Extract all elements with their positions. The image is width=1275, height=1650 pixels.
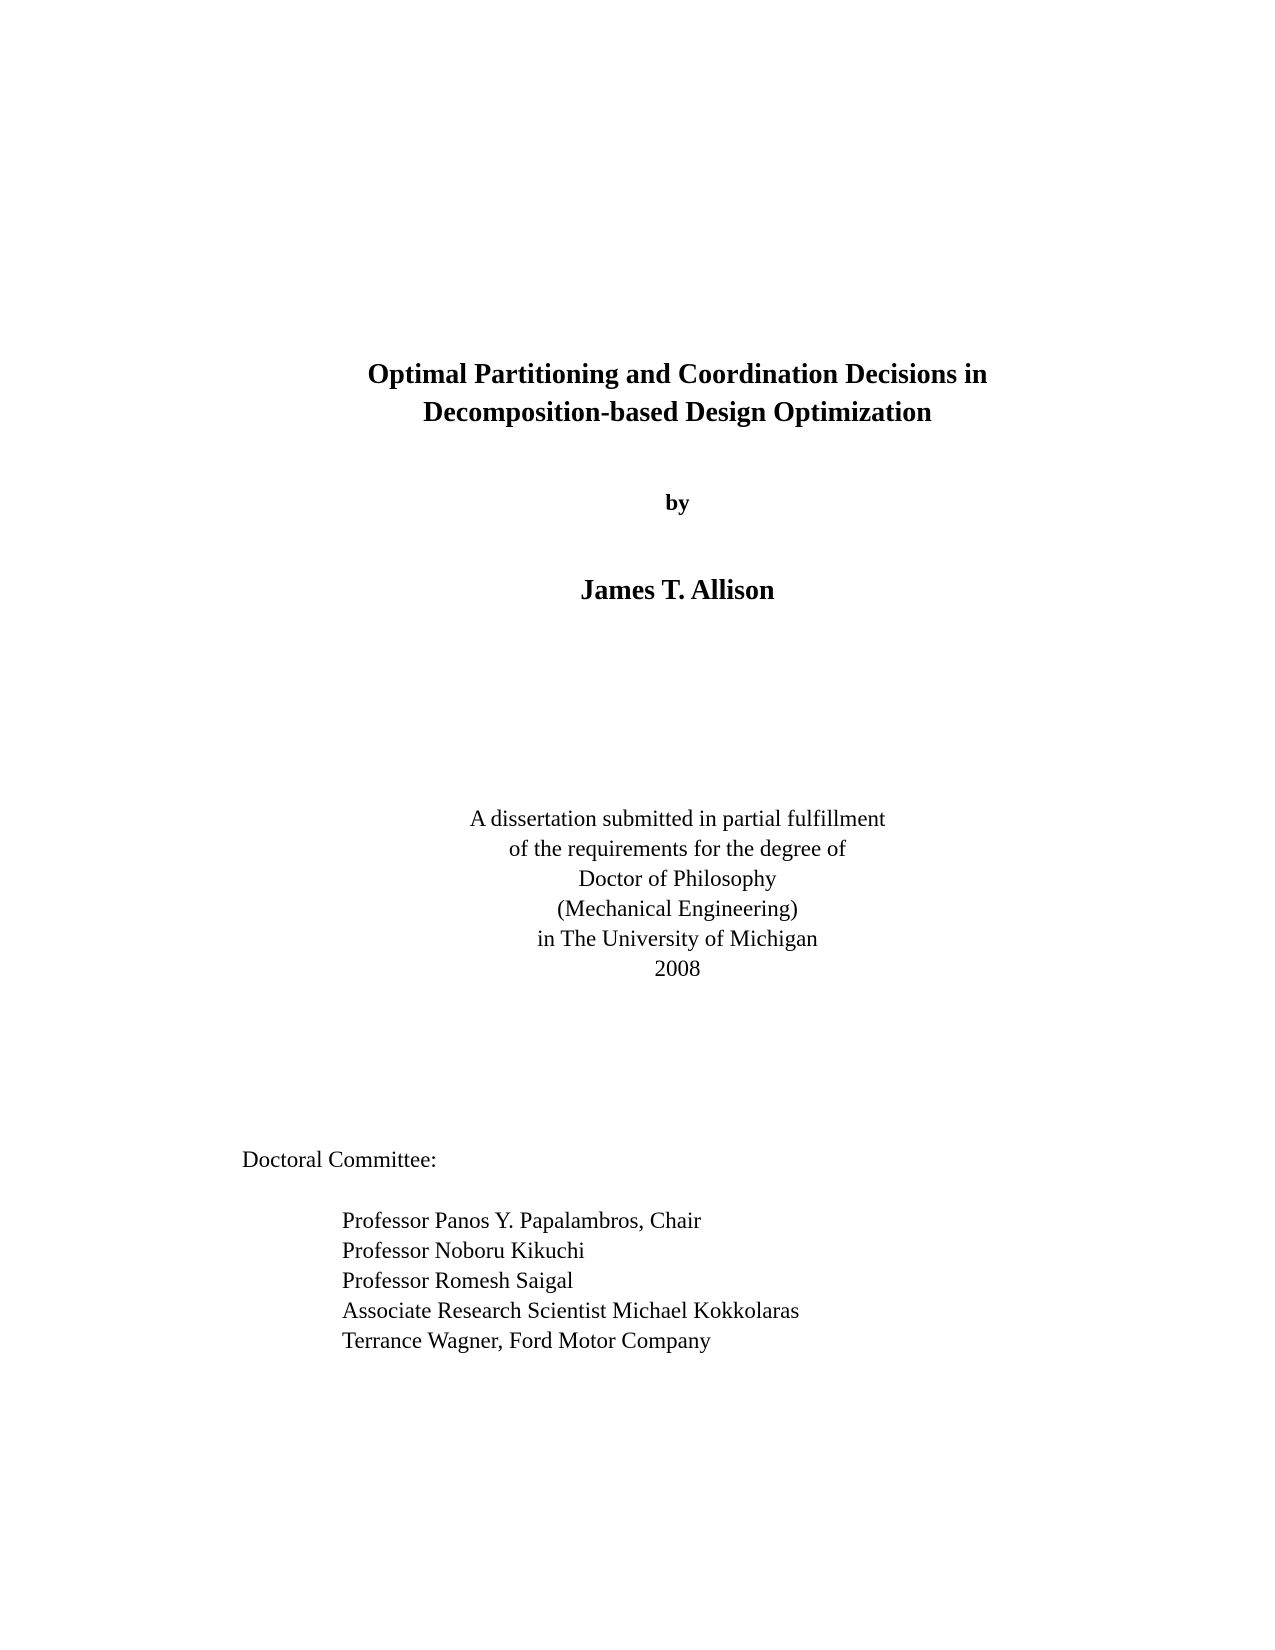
title-line-2: Decomposition-based Design Optimization <box>423 397 932 428</box>
statement-line-university: in The University of Michigan <box>537 926 818 951</box>
degree-statement <box>0 804 1275 984</box>
statement-line-2: of the requirements for the degree of <box>508 836 847 861</box>
dissertation-title <box>0 356 1275 432</box>
statement-line-year: 2008 <box>654 956 701 981</box>
committee-member: Professor Noboru Kikuchi <box>342 1238 585 1263</box>
byline: by <box>665 490 690 515</box>
statement-line-degree: Doctor of Philosophy <box>578 866 777 891</box>
committee-heading: Doctoral Committee: <box>242 1147 437 1172</box>
committee-member: Associate Research Scientist Michael Kokkolaras <box>342 1298 800 1323</box>
statement-line-department: (Mechanical Engineering) <box>557 896 798 921</box>
statement-line-1: A dissertation submitted in partial fulfillment <box>469 806 886 831</box>
committee-list <box>342 1206 799 1356</box>
title-line-1: Optimal Partitioning and Coordination Decisions in <box>367 359 988 390</box>
committee-member: Professor Panos Y. Papalambros, Chair <box>342 1208 702 1233</box>
author-name: James T. Allison <box>580 575 775 606</box>
committee-member: Terrance Wagner, Ford Motor Company <box>342 1328 711 1353</box>
committee-member: Professor Romesh Saigal <box>342 1268 574 1293</box>
